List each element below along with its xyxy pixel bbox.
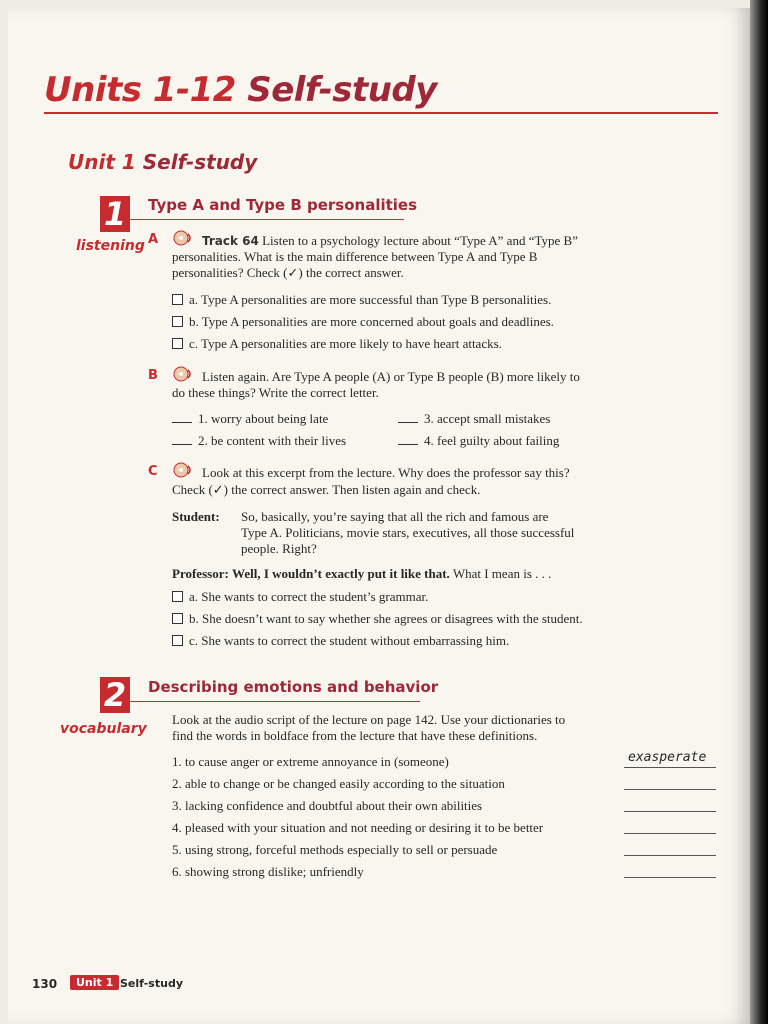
section-number-1: 1 xyxy=(100,196,130,232)
book-spine xyxy=(750,0,768,1024)
footer-label: Self-study xyxy=(120,977,183,990)
professor-line xyxy=(172,565,551,582)
section-rule-1 xyxy=(130,219,404,220)
answer-line-6[interactable] xyxy=(624,877,716,878)
handwritten-answer-1[interactable]: exasperate xyxy=(628,750,707,765)
option-text: b. Type A personalities are more concerned about goals and deadlines. xyxy=(189,314,554,329)
part-b-item-3[interactable] xyxy=(398,410,550,427)
student-line1: So, basically, you’re saying that all the rich and famous are xyxy=(241,509,549,524)
part-b-item-4[interactable] xyxy=(398,432,559,449)
checkbox[interactable] xyxy=(172,294,183,305)
checkbox[interactable] xyxy=(172,613,183,624)
definition-5: 5. using strong, forceful methods especially to sell or persuade xyxy=(172,842,498,857)
part-c-letter: C xyxy=(148,464,158,479)
checkbox[interactable] xyxy=(172,635,183,646)
item-text: 1. worry about being late xyxy=(198,411,329,426)
title-self-study: Self-study xyxy=(247,70,437,110)
title-underline xyxy=(44,112,718,114)
professor-label: Professor: xyxy=(172,566,229,581)
part-a-text1: Listen to a psychology lecture about “Type A” and “Type B” xyxy=(262,233,578,248)
answer-line-4[interactable] xyxy=(624,833,716,834)
part-a-line2: personalities. What is the main difference between Type A and Type B xyxy=(172,249,538,264)
checkbox[interactable] xyxy=(172,338,183,349)
option-text: a. Type A personalities are more successful than Type B personalities. xyxy=(189,292,552,307)
part-c-option-b[interactable] xyxy=(172,610,583,627)
part-a-letter: A xyxy=(148,232,159,247)
part-a-line3: personalities? Check (✓) the correct answer. xyxy=(172,265,404,280)
audio-cd-icon[interactable] xyxy=(172,230,194,246)
answer-line-3[interactable] xyxy=(624,811,716,812)
part-b-item-1[interactable] xyxy=(172,410,328,427)
page-number: 130 xyxy=(32,977,58,991)
part-c-option-a[interactable] xyxy=(172,588,428,605)
audio-cd-icon[interactable] xyxy=(172,462,194,478)
checkbox[interactable] xyxy=(172,316,183,327)
audio-cd-icon[interactable] xyxy=(172,366,194,382)
part-b-line1: Listen again. Are Type A people (A) or Type B people (B) more likely to xyxy=(202,369,580,384)
part-a-option-a[interactable] xyxy=(172,291,551,308)
section2-intro2: find the words in boldface from the lecture that have these definitions. xyxy=(172,728,538,743)
part-a-option-b[interactable] xyxy=(172,313,554,330)
title-units: Units 1-12 xyxy=(44,70,236,110)
unit-heading-rest: Self-study xyxy=(142,150,258,174)
part-c-line1: Look at this excerpt from the lecture. Why does the professor say this? xyxy=(202,465,570,480)
definition-1: 1. to cause anger or extreme annoyance in (someone) xyxy=(172,754,449,769)
answer-blank[interactable] xyxy=(172,422,192,423)
definition-4: 4. pleased with your situation and not needing or desiring it to be better xyxy=(172,820,544,835)
part-b-line2: do these things? Write the correct letter. xyxy=(172,385,379,400)
side-label-vocabulary: vocabulary xyxy=(60,721,147,737)
option-text: c. Type A personalities are more likely to have heart attacks. xyxy=(189,336,502,351)
student-line3: people. Right? xyxy=(241,541,317,556)
professor-quote: Well, I wouldn’t exactly put it like that. xyxy=(232,566,450,581)
part-c-option-c[interactable] xyxy=(172,632,509,649)
option-text: b. She doesn’t want to say whether she agrees or disagrees with the student. xyxy=(189,611,583,626)
checkbox[interactable] xyxy=(172,591,183,602)
page-title xyxy=(44,70,437,110)
definition-6: 6. showing strong dislike; unfriendly xyxy=(172,864,364,879)
answer-line-5[interactable] xyxy=(624,855,716,856)
section2-intro1: Look at the audio script of the lecture on page 142. Use your dictionaries to xyxy=(172,712,566,727)
student-label: Student: xyxy=(172,509,220,524)
definition-3: 3. lacking confidence and doubtful about their own abilities xyxy=(172,798,483,813)
part-b-item-2[interactable] xyxy=(172,432,346,449)
item-text: 4. feel guilty about failing xyxy=(424,433,560,448)
answer-blank[interactable] xyxy=(398,422,418,423)
side-label-listening: listening xyxy=(76,238,145,254)
part-c-line2: Check (✓) the correct answer. Then listen again and check. xyxy=(172,482,481,497)
section-rule-2 xyxy=(130,701,420,702)
definition-2: 2. able to change or be changed easily according to the situation xyxy=(172,776,505,791)
item-text: 3. accept small mistakes xyxy=(424,411,551,426)
option-text: c. She wants to correct the student without embarrassing him. xyxy=(189,633,510,648)
part-b-letter: B xyxy=(148,368,158,383)
unit-heading xyxy=(68,150,257,174)
section-title-2: Describing emotions and behavior xyxy=(148,678,439,696)
professor-rest: What I mean is . . . xyxy=(452,566,552,581)
part-a-option-c[interactable] xyxy=(172,335,502,352)
section-title-1: Type A and Type B personalities xyxy=(148,196,418,214)
student-line2: Type A. Politicians, movie stars, executives, all those successful xyxy=(241,525,575,540)
item-text: 2. be content with their lives xyxy=(198,433,347,448)
option-text: a. She wants to correct the student’s grammar. xyxy=(189,589,429,604)
answer-line-2[interactable] xyxy=(624,789,716,790)
answer-blank[interactable] xyxy=(398,444,418,445)
answer-blank[interactable] xyxy=(172,444,192,445)
unit-heading-num: Unit 1 xyxy=(68,150,136,174)
unit-badge: Unit 1 xyxy=(70,975,119,990)
section-number-2: 2 xyxy=(100,677,130,713)
track-label: Track 64 xyxy=(202,234,259,248)
answer-line-1[interactable] xyxy=(624,767,716,768)
